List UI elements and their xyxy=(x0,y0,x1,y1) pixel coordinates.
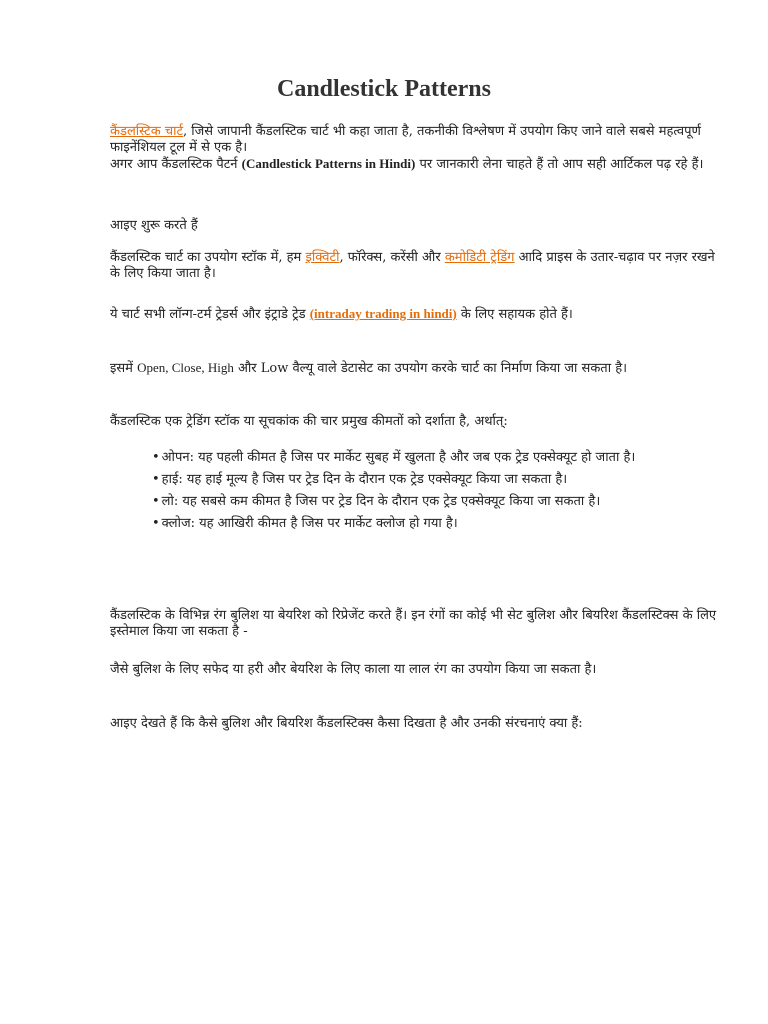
usage-text-1: कैंडलस्टिक चार्ट का उपयोग स्टॉक में, हम xyxy=(110,250,306,265)
usage-text-2: , फॉरेक्स, करेंसी और xyxy=(339,250,445,265)
commodity-trading-link[interactable]: कमोडिटी ट्रेडिंग xyxy=(444,250,515,265)
dataset-text-2: और Low वैल्यू वाले डेटासेट का उपयोग करके चार्ट का निर्माण किया जा सकता है। xyxy=(233,361,628,376)
four-prices-paragraph: कैंडलस्टिक एक ट्रेडिंग स्टॉक या सूचकांक की चार प्रमुख कीमतों को दर्शाता है, अर्थात्: xyxy=(110,414,508,429)
intro-paragraph xyxy=(110,124,722,173)
traders-text-2: के लिए सहायक होते हैं। xyxy=(456,307,573,322)
intro-text-3: पर जानकारी लेना चाहते हैं तो आप सही आर्टिकल पढ़ रहे हैं। xyxy=(419,157,704,172)
intro-text-1: , जिसे जापानी कैंडलस्टिक चार्ट भी कहा जाता है, तकनीकी विश्लेषण में उपयोग किए जाने वाले सबसे महत्वपूर्ण फाइनेंशियल टूल में से एक है। xyxy=(110,124,701,155)
bullish-bearish-colors-paragraph: जैसे बुलिश के लिए सफेद या हरी और बेयरिश के लिए काला या लाल रंग का उपयोग किया जा सकता है। xyxy=(110,662,597,677)
bullet-icon: • xyxy=(152,516,160,531)
dataset-paragraph xyxy=(110,360,722,377)
price-bullet-list xyxy=(150,450,722,538)
list-item: • ओपन: यह पहली कीमत है जिस पर मार्केट सुबह में खुलता है और जब एक ट्रेड एक्सेक्यूट हो जाता है। xyxy=(152,450,636,465)
colors-paragraph: कैंडलस्टिक के विभिन्न रंग बुलिश या बेयरिश को रिप्रेजेंट करते हैं। इन रंगों का कोई भी सेट बुलिश और बियरिश कैंडलस्टिक्स के लिए इस्तेमाल किया जा सकता है - xyxy=(110,608,717,639)
dataset-text-1: इसमें xyxy=(110,361,138,376)
intro-bold-english: (Candlestick Patterns in Hindi) xyxy=(241,156,416,171)
page-title: Candlestick Patterns xyxy=(277,76,491,102)
equity-link[interactable]: इक्विटी xyxy=(305,250,340,265)
usage-text-3: आदि प्राइस के उतार-चढ़ाव पर नज़र रखने के लिए किया जाता है। xyxy=(110,250,715,281)
list-item: • लो: यह सबसे कम कीमत है जिस पर ट्रेड दिन के दौरान एक ट्रेड एक्सेक्यूट किया जा सकता है। xyxy=(152,494,601,509)
bullet-icon: • xyxy=(152,494,160,509)
lets-see-paragraph: आइए देखते हैं कि कैसे बुलिश और बियरिश कैंडलस्टिक्स कैसा दिखता है और उनकी संरचनाएं क्या हैं: xyxy=(110,716,583,731)
list-item: • क्लोज: यह आखिरी कीमत है जिस पर मार्केट क्लोज हो गया है। xyxy=(152,516,458,531)
intraday-trading-link[interactable]: (intraday trading in hindi) xyxy=(309,306,457,321)
bullet-icon: • xyxy=(152,450,160,465)
candlestick-chart-link[interactable]: कैंडलस्टिक चार्ट xyxy=(110,124,184,139)
list-item: • हाई: यह हाई मूल्य है जिस पर ट्रेड दिन के दौरान एक ट्रेड एक्सेक्यूट किया जा सकता है। xyxy=(152,472,568,487)
traders-text-1: ये चार्ट सभी लॉन्ग-टर्म ट्रेडर्स और इंट्राडे ट्रेड xyxy=(110,307,310,322)
traders-paragraph xyxy=(110,306,722,323)
lets-start-paragraph: आइए शुरू करते हैं xyxy=(110,218,198,233)
intro-text-2: अगर आप कैंडलस्टिक पैटर्न xyxy=(110,157,238,172)
bullet-icon: • xyxy=(152,472,160,487)
dataset-english: Open, Close, High xyxy=(137,360,234,375)
usage-paragraph xyxy=(110,250,722,282)
